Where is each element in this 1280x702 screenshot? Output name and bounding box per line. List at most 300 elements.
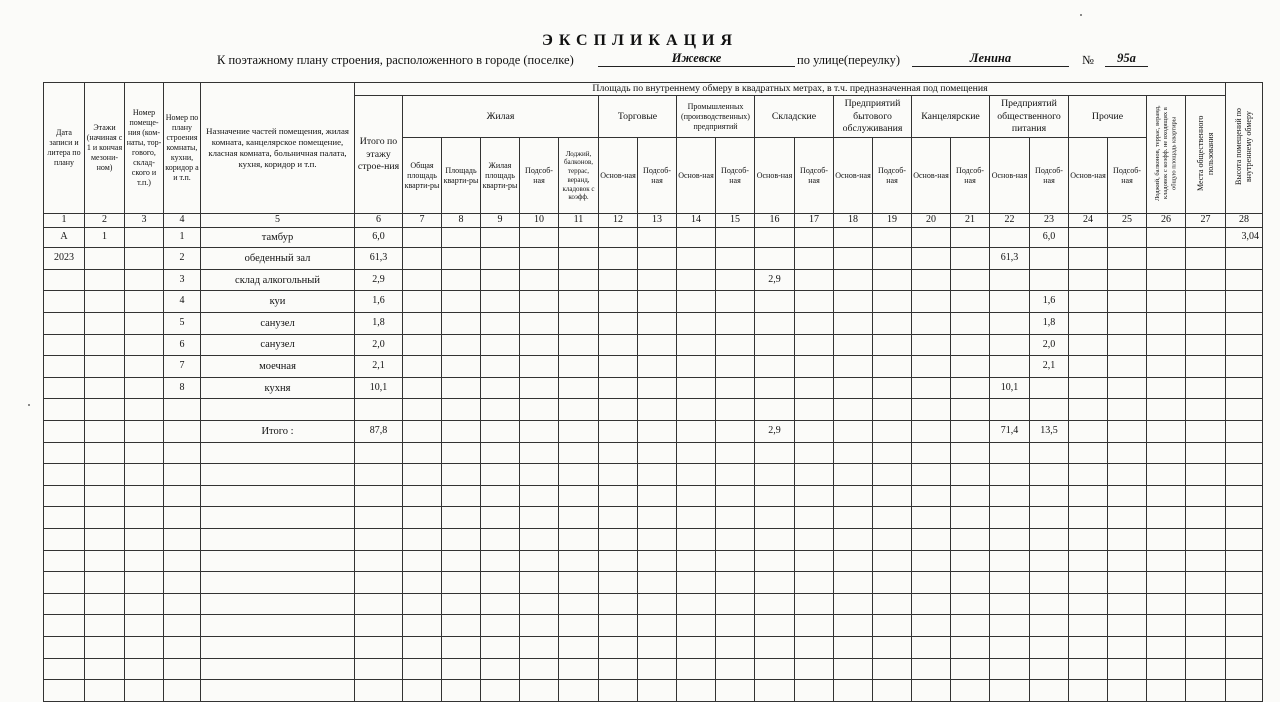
table-cell xyxy=(912,550,951,572)
table-cell xyxy=(125,313,164,335)
table-cell xyxy=(1186,313,1226,335)
table-cell xyxy=(481,680,520,702)
table-cell xyxy=(795,356,834,378)
table-cell xyxy=(1108,550,1147,572)
column-number: 18 xyxy=(834,214,873,228)
scan-speck xyxy=(1080,14,1082,16)
table-cell: 2,9 xyxy=(755,269,795,291)
table-cell xyxy=(1186,485,1226,507)
table-cell xyxy=(201,507,355,529)
table-cell xyxy=(638,550,677,572)
table-cell xyxy=(1108,680,1147,702)
table-cell xyxy=(599,485,638,507)
table-cell xyxy=(599,680,638,702)
table-cell xyxy=(1108,228,1147,248)
table-cell xyxy=(481,636,520,658)
table-cell xyxy=(951,356,990,378)
table-cell: 2,0 xyxy=(355,334,403,356)
table-cell xyxy=(951,420,990,442)
table-cell xyxy=(951,485,990,507)
table-cell xyxy=(355,680,403,702)
table-cell xyxy=(403,593,442,615)
table-cell xyxy=(201,528,355,550)
street-label: по улице(переулку) xyxy=(797,53,901,67)
table-cell xyxy=(442,228,481,248)
header-plan-number: Номер по плану строения комнаты, кухни, коридор а и т.п. xyxy=(164,83,201,214)
table-cell: 71,4 xyxy=(990,420,1030,442)
table-cell xyxy=(85,356,125,378)
table-cell xyxy=(201,658,355,680)
table-cell xyxy=(990,228,1030,248)
table-cell xyxy=(716,291,755,313)
table-cell xyxy=(355,550,403,572)
table-cell xyxy=(912,420,951,442)
table-cell xyxy=(677,420,716,442)
table-cell xyxy=(559,420,599,442)
table-cell xyxy=(44,313,85,335)
table-cell xyxy=(912,442,951,464)
table-cell xyxy=(125,550,164,572)
table-cell xyxy=(1226,680,1263,702)
table-cell xyxy=(1108,615,1147,637)
table-cell xyxy=(1069,442,1108,464)
table-cell xyxy=(1147,228,1186,248)
header-osn: Основ-ная xyxy=(912,138,951,214)
table-cell xyxy=(951,464,990,486)
table-cell xyxy=(638,420,677,442)
table-cell xyxy=(1226,464,1263,486)
column-number: 6 xyxy=(355,214,403,228)
table-cell xyxy=(1069,572,1108,594)
table-cell xyxy=(164,399,201,421)
table-cell xyxy=(1226,572,1263,594)
table-cell xyxy=(403,636,442,658)
table-cell xyxy=(755,550,795,572)
table-cell xyxy=(755,356,795,378)
table-cell: обеденный зал xyxy=(201,248,355,270)
header-floors: Этажи (начиная с 1 и кончая мезони-ном) xyxy=(85,83,125,214)
table-cell xyxy=(1030,442,1069,464)
table-cell: 8 xyxy=(164,377,201,399)
table-cell xyxy=(873,464,912,486)
table-cell xyxy=(520,464,559,486)
header-pods: Подсоб-ная xyxy=(716,138,755,214)
table-cell xyxy=(951,507,990,529)
table-cell xyxy=(85,528,125,550)
table-cell xyxy=(403,550,442,572)
table-cell xyxy=(403,572,442,594)
table-cell: 1,6 xyxy=(355,291,403,313)
table-cell xyxy=(1186,291,1226,313)
table-cell xyxy=(85,442,125,464)
table-cell xyxy=(403,248,442,270)
table-cell xyxy=(1030,399,1069,421)
header-osn: Основ-ная xyxy=(677,138,716,214)
table-cell xyxy=(755,528,795,550)
table-cell xyxy=(1069,377,1108,399)
table-cell xyxy=(559,658,599,680)
table-cell: кухня xyxy=(201,377,355,399)
table-cell xyxy=(638,334,677,356)
table-cell xyxy=(1108,334,1147,356)
table-cell xyxy=(951,550,990,572)
table-cell xyxy=(201,680,355,702)
table-cell xyxy=(716,572,755,594)
table-cell: 10,1 xyxy=(355,377,403,399)
table-cell xyxy=(912,399,951,421)
table-cell xyxy=(1108,399,1147,421)
table-cell xyxy=(559,615,599,637)
table-cell xyxy=(442,313,481,335)
table-cell xyxy=(599,377,638,399)
table-cell xyxy=(677,550,716,572)
table-cell xyxy=(520,228,559,248)
table-cell xyxy=(755,464,795,486)
column-number: 7 xyxy=(403,214,442,228)
column-number: 25 xyxy=(1108,214,1147,228)
header-osn: Основ-ная xyxy=(755,138,795,214)
table-cell xyxy=(638,658,677,680)
table-cell xyxy=(912,636,951,658)
table-cell xyxy=(677,464,716,486)
table-cell xyxy=(44,269,85,291)
table-cell xyxy=(716,377,755,399)
table-cell xyxy=(990,485,1030,507)
table-cell xyxy=(355,658,403,680)
table-cell xyxy=(873,291,912,313)
table-cell xyxy=(716,228,755,248)
table-cell: 61,3 xyxy=(355,248,403,270)
table-cell xyxy=(559,507,599,529)
table-cell xyxy=(990,291,1030,313)
table-cell xyxy=(716,636,755,658)
table-cell xyxy=(912,528,951,550)
table-cell xyxy=(834,636,873,658)
table-cell xyxy=(44,572,85,594)
table-cell xyxy=(1147,399,1186,421)
table-cell xyxy=(599,420,638,442)
table-cell: 1,6 xyxy=(1030,291,1069,313)
table-cell xyxy=(912,313,951,335)
table-cell xyxy=(1186,550,1226,572)
table-cell xyxy=(85,593,125,615)
table-cell: тамбур xyxy=(201,228,355,248)
table-cell xyxy=(1226,334,1263,356)
table-cell xyxy=(1069,334,1108,356)
table-cell xyxy=(520,313,559,335)
table-cell xyxy=(1069,291,1108,313)
table-cell xyxy=(44,528,85,550)
table-cell xyxy=(559,485,599,507)
table-cell xyxy=(1226,248,1263,270)
table-cell xyxy=(481,572,520,594)
table-cell xyxy=(355,615,403,637)
table-cell xyxy=(795,228,834,248)
header-zhilaya: Жилая xyxy=(403,96,599,138)
explication-table xyxy=(43,82,1263,702)
table-cell xyxy=(520,377,559,399)
table-cell xyxy=(834,334,873,356)
table-cell: 2,9 xyxy=(355,269,403,291)
table-cell xyxy=(201,572,355,594)
table-cell xyxy=(85,485,125,507)
table-cell xyxy=(44,615,85,637)
table-cell xyxy=(1069,248,1108,270)
header-pods: Подсоб-ная xyxy=(1030,138,1069,214)
table-cell xyxy=(1147,248,1186,270)
table-cell xyxy=(677,658,716,680)
table-cell xyxy=(1108,420,1147,442)
table-row xyxy=(44,420,1263,442)
table-cell xyxy=(1186,356,1226,378)
table-cell xyxy=(990,593,1030,615)
table-cell xyxy=(164,420,201,442)
empty-row xyxy=(44,658,1263,680)
table-cell xyxy=(403,291,442,313)
table-cell xyxy=(125,442,164,464)
table-cell: 6,0 xyxy=(1030,228,1069,248)
table-cell xyxy=(481,442,520,464)
table-cell xyxy=(599,636,638,658)
table-cell xyxy=(1147,356,1186,378)
table-cell: 2,1 xyxy=(355,356,403,378)
table-cell xyxy=(125,269,164,291)
table-cell xyxy=(834,313,873,335)
table-cell xyxy=(1069,636,1108,658)
table-cell xyxy=(834,572,873,594)
table-cell xyxy=(716,550,755,572)
table-cell xyxy=(403,313,442,335)
table-cell xyxy=(795,636,834,658)
table-cell: 2,9 xyxy=(755,420,795,442)
table-cell xyxy=(755,485,795,507)
table-cell xyxy=(125,420,164,442)
table-cell xyxy=(44,420,85,442)
table-cell xyxy=(559,680,599,702)
table-cell xyxy=(1147,377,1186,399)
table-cell xyxy=(125,485,164,507)
table-cell xyxy=(716,507,755,529)
table-cell xyxy=(559,248,599,270)
table-cell xyxy=(834,291,873,313)
table-cell xyxy=(403,615,442,637)
table-cell xyxy=(1069,658,1108,680)
table-cell: 3 xyxy=(164,269,201,291)
table-cell xyxy=(403,507,442,529)
table-cell xyxy=(951,680,990,702)
empty-row xyxy=(44,507,1263,529)
table-cell xyxy=(795,572,834,594)
table-cell xyxy=(834,269,873,291)
table-cell xyxy=(164,485,201,507)
table-cell xyxy=(677,636,716,658)
table-cell xyxy=(873,485,912,507)
table-cell xyxy=(1108,313,1147,335)
table-cell xyxy=(912,377,951,399)
table-cell xyxy=(990,615,1030,637)
table-cell xyxy=(481,248,520,270)
table-cell xyxy=(677,248,716,270)
table-cell: 2,0 xyxy=(1030,334,1069,356)
table-cell xyxy=(44,550,85,572)
table-cell xyxy=(677,528,716,550)
header-byt: Предприятий бытового обслуживания xyxy=(834,96,912,138)
table-cell xyxy=(44,507,85,529)
table-cell xyxy=(164,550,201,572)
table-cell xyxy=(1147,291,1186,313)
table-cell: санузел xyxy=(201,334,355,356)
table-cell xyxy=(355,485,403,507)
column-number: 22 xyxy=(990,214,1030,228)
table-cell xyxy=(1108,248,1147,270)
table-cell xyxy=(1069,550,1108,572)
table-cell xyxy=(677,442,716,464)
table-cell xyxy=(1186,399,1226,421)
table-cell xyxy=(1147,464,1186,486)
table-cell xyxy=(1226,550,1263,572)
table-cell xyxy=(1186,615,1226,637)
table-cell xyxy=(677,291,716,313)
table-cell xyxy=(677,615,716,637)
table-cell xyxy=(755,313,795,335)
table-cell xyxy=(873,228,912,248)
table-cell xyxy=(442,680,481,702)
table-cell xyxy=(403,420,442,442)
table-cell xyxy=(442,485,481,507)
table-cell xyxy=(85,550,125,572)
table-cell xyxy=(990,528,1030,550)
table-cell xyxy=(85,248,125,270)
table-cell xyxy=(755,615,795,637)
table-cell xyxy=(834,507,873,529)
table-cell xyxy=(990,680,1030,702)
table-cell xyxy=(638,313,677,335)
table-cell xyxy=(355,636,403,658)
table-cell xyxy=(1030,593,1069,615)
table-cell xyxy=(481,377,520,399)
header-total-floor: Итого по этажу строе-ния xyxy=(355,96,403,214)
table-cell: 2 xyxy=(164,248,201,270)
table-cell xyxy=(442,658,481,680)
scan-speck xyxy=(28,404,30,406)
table-cell xyxy=(795,464,834,486)
table-cell xyxy=(520,507,559,529)
header-date-literal: Дата записи и литера по плану xyxy=(44,83,85,214)
column-number: 13 xyxy=(638,214,677,228)
table-cell xyxy=(1226,593,1263,615)
table-cell xyxy=(638,636,677,658)
table-cell xyxy=(520,550,559,572)
table-row xyxy=(44,377,1263,399)
table-cell xyxy=(873,377,912,399)
table-cell xyxy=(355,399,403,421)
table-cell xyxy=(677,507,716,529)
table-cell xyxy=(164,572,201,594)
table-cell xyxy=(638,442,677,464)
table-cell xyxy=(873,593,912,615)
table-cell xyxy=(164,507,201,529)
table-row xyxy=(44,291,1263,313)
table-cell xyxy=(125,572,164,594)
table-cell xyxy=(442,550,481,572)
table-cell xyxy=(403,356,442,378)
table-cell xyxy=(834,442,873,464)
table-cell xyxy=(125,356,164,378)
table-cell xyxy=(481,291,520,313)
header-public-places: Места общественного пользования xyxy=(1195,115,1215,191)
table-cell xyxy=(755,334,795,356)
table-cell: 2023 xyxy=(44,248,85,270)
table-cell xyxy=(795,442,834,464)
table-cell xyxy=(834,658,873,680)
table-cell xyxy=(1108,593,1147,615)
column-number: 3 xyxy=(125,214,164,228)
table-cell xyxy=(795,313,834,335)
table-cell xyxy=(716,313,755,335)
table-cell xyxy=(1069,680,1108,702)
table-cell: 4 xyxy=(164,291,201,313)
table-cell xyxy=(755,291,795,313)
table-cell xyxy=(442,464,481,486)
table-cell xyxy=(1069,528,1108,550)
table-cell: 13,5 xyxy=(1030,420,1069,442)
table-cell: куи xyxy=(201,291,355,313)
table-cell xyxy=(599,334,638,356)
header-loggia: Лоджий, балконов, террас, веранд, кладовок с коэфф. не входящих в общую площадь квартиры xyxy=(1153,105,1178,202)
table-cell xyxy=(520,593,559,615)
table-cell xyxy=(638,377,677,399)
table-cell xyxy=(1147,572,1186,594)
column-number: 23 xyxy=(1030,214,1069,228)
table-row xyxy=(44,399,1263,421)
table-cell xyxy=(951,528,990,550)
table-cell xyxy=(834,528,873,550)
table-cell xyxy=(125,228,164,248)
table-cell xyxy=(559,356,599,378)
table-cell xyxy=(403,377,442,399)
table-cell xyxy=(201,636,355,658)
table-cell xyxy=(599,248,638,270)
table-cell xyxy=(795,291,834,313)
table-cell xyxy=(1226,528,1263,550)
table-cell xyxy=(1030,269,1069,291)
table-cell xyxy=(912,507,951,529)
table-cell xyxy=(442,572,481,594)
table-cell xyxy=(834,420,873,442)
table-row xyxy=(44,228,1263,248)
table-cell xyxy=(520,399,559,421)
column-number: 28 xyxy=(1226,214,1263,228)
table-cell xyxy=(1147,507,1186,529)
table-cell xyxy=(520,680,559,702)
table-cell xyxy=(559,313,599,335)
table-cell: 6 xyxy=(164,334,201,356)
table-cell xyxy=(1147,528,1186,550)
table-cell xyxy=(85,313,125,335)
table-cell xyxy=(873,269,912,291)
table-cell xyxy=(599,442,638,464)
table-cell xyxy=(795,658,834,680)
table-cell xyxy=(755,593,795,615)
table-cell xyxy=(990,636,1030,658)
table-cell xyxy=(403,269,442,291)
table-cell xyxy=(1186,377,1226,399)
table-cell xyxy=(85,399,125,421)
table-cell xyxy=(125,593,164,615)
table-cell xyxy=(677,680,716,702)
table-cell: 5 xyxy=(164,313,201,335)
table-cell xyxy=(201,399,355,421)
